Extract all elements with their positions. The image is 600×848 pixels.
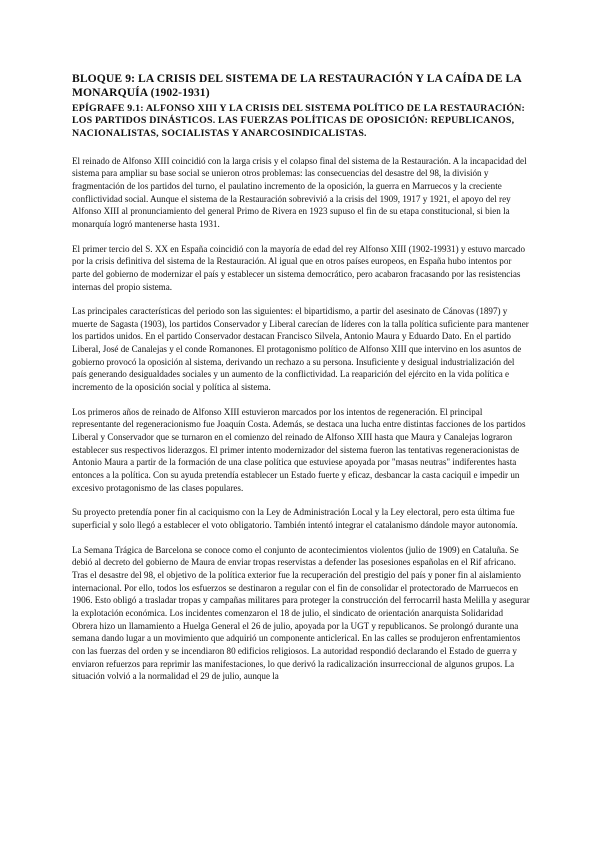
paragraph-4: Los primeros años de reinado de Alfonso XIII estuvieron marcados por los intentos de regeneración. El principal representante del regeneracionismo fue Joaquín Costa. Además, se destaca una lucha entre distintas facciones de los partidos Liberal y Conservador que se turnaron en el comienzo del reinado de Alfonso XIII hasta que Maura y Canalejas lograron establecer sus respectivos liderazgos. El primer intento modernizador del sistema fueron las tentativas regeneracionistas de Antonio Maura a partir de la formación de una clase política que estuviese apoyada por "masas neutras" indiferentes hasta entonces a la política. Con su ayuda pretendía establecer un Estado fuerte y eficaz, desbancar la casta caciquil e impedir un excesivo protagonismo de las clases populares. <box>72 406 526 493</box>
document-title: BLOQUE 9: LA CRISIS DEL SISTEMA DE LA RESTAURACIÓN Y LA CAÍDA DE LA MONARQUÍA (1902-1931) <box>72 72 522 100</box>
paragraph-5: Su proyecto pretendía poner fin al caciquismo con la Ley de Administración Local y la Ley electoral, pero esta última fue superficial y solo llegó a establecer el voto obligatorio. También intentó integrar el catalanismo dándole mayor autonomía. <box>72 507 518 530</box>
paragraph-6: La Semana Trágica de Barcelona se conoce como el conjunto de acontecimientos violentos (julio de 1909) en Cataluña. Se debió al decreto del gobierno de Maura de enviar tropas reservistas a defender las posesiones españolas en el Rif africano. Tras el desastre del 98, el objetivo de la política exterior fue la recuperación del prestigio del país y poner fin al aislamiento internacional. Por ello, todos los esfuerzos se destinaron a regular con el fin de consolidar el protectorado de Marruecos en 1906. Esto obligó a trasladar tropas y campañas militares para proteger la construcción del ferrocarril hasta Melilla y asegurar la explotación económica. Los incidentes comenzaron el 18 de julio, el sindicato de orientación anarquista Solidaridad Obrera hizo un llamamiento a Huelga General el 26 de julio, apoyada por la UGT y republicanos. Se prolongó durante una semana dando lugar a un movimiento que adquirió un componente anticlerical. En las calles se produjeron enfrentamientos con las fuerzas del orden y se incendiaron 80 edificios religiosos. La autoridad respondió declarando el Estado de guerra y enviaron refuerzos para reprimir las manifestaciones, lo que derivó la radicalización insurreccional de algunos grupos. La situación volvió a la normalidad el 29 de julio, aunque la <box>72 544 530 682</box>
paragraph-3: Las principales características del periodo son las siguientes: el bipartidismo, a partir del asesinato de Cánovas (1897) y muerte de Sagasta (1903), los partidos Conservador y Liberal carecían de líderes con la talla política suficiente para mantener los partidos unidos. En el partido Conservador destacan Francisco Silvela, Antonio Maura y Eduardo Dato. En el partido Liberal, José de Canalejas y el conde Romanones. El protagonismo político de Alfonso XIII que intervino en los asuntos de gobierno provocó la oposición al sistema, derivando un rechazo a su persona. Insuficiente y desigual industrialización del país generando desigualdades sociales y un aumento de la conflictividad. La reaparición del ejército en la vida política e incremento de la oposición social y política al sistema. <box>72 306 529 393</box>
paragraph-1: El reinado de Alfonso XIII coincidió con la larga crisis y el colapso final del sistema de la Restauración. A la incapacidad del sistema para ampliar su base social se unieron otros problemas: las consecuencias del desastre del 98, la división y fragmentación de los partidos del turno, el paulatino incremento de la oposición, la guerra en Marruecos y la creciente conflictividad social. Aunque el sistema de la Restauración sobrevivió a la crisis del 1909, 1917 y 1921, el apoyo del rey Alfonso XIII al pronunciamiento del general Primo de Rivera en 1923 supuso el fin de su etapa constitucional, si bien la monarquía logró mantenerse hasta 1931. <box>72 155 527 229</box>
document-page <box>72 72 530 683</box>
paragraph-2: El primer tercio del S. XX en España coincidió con la mayoría de edad del rey Alfonso XIII (1902-19931) y estuvo marcado por la crisis definitiva del sistema de la Restauración. Al igual que en otros países europeos, en España hubo intentos por parte del gobierno de modernizar el país y establecer un sistema democrático, pero acabaron fracasando por las resistencias internas del propio sistema. <box>72 243 526 292</box>
document-subtitle: EPÍGRAFE 9.1: ALFONSO XIII Y LA CRISIS DEL SISTEMA POLÍTICO DE LA RESTAURACIÓN: LOS PARTIDOS DINÁSTICOS. LAS FUERZAS POLÍTICAS DE OPOSICIÓN: REPUBLICANOS, NACIONALISTAS, SOCIALISTAS Y ANARCOSINDICALISTAS. <box>72 102 526 139</box>
